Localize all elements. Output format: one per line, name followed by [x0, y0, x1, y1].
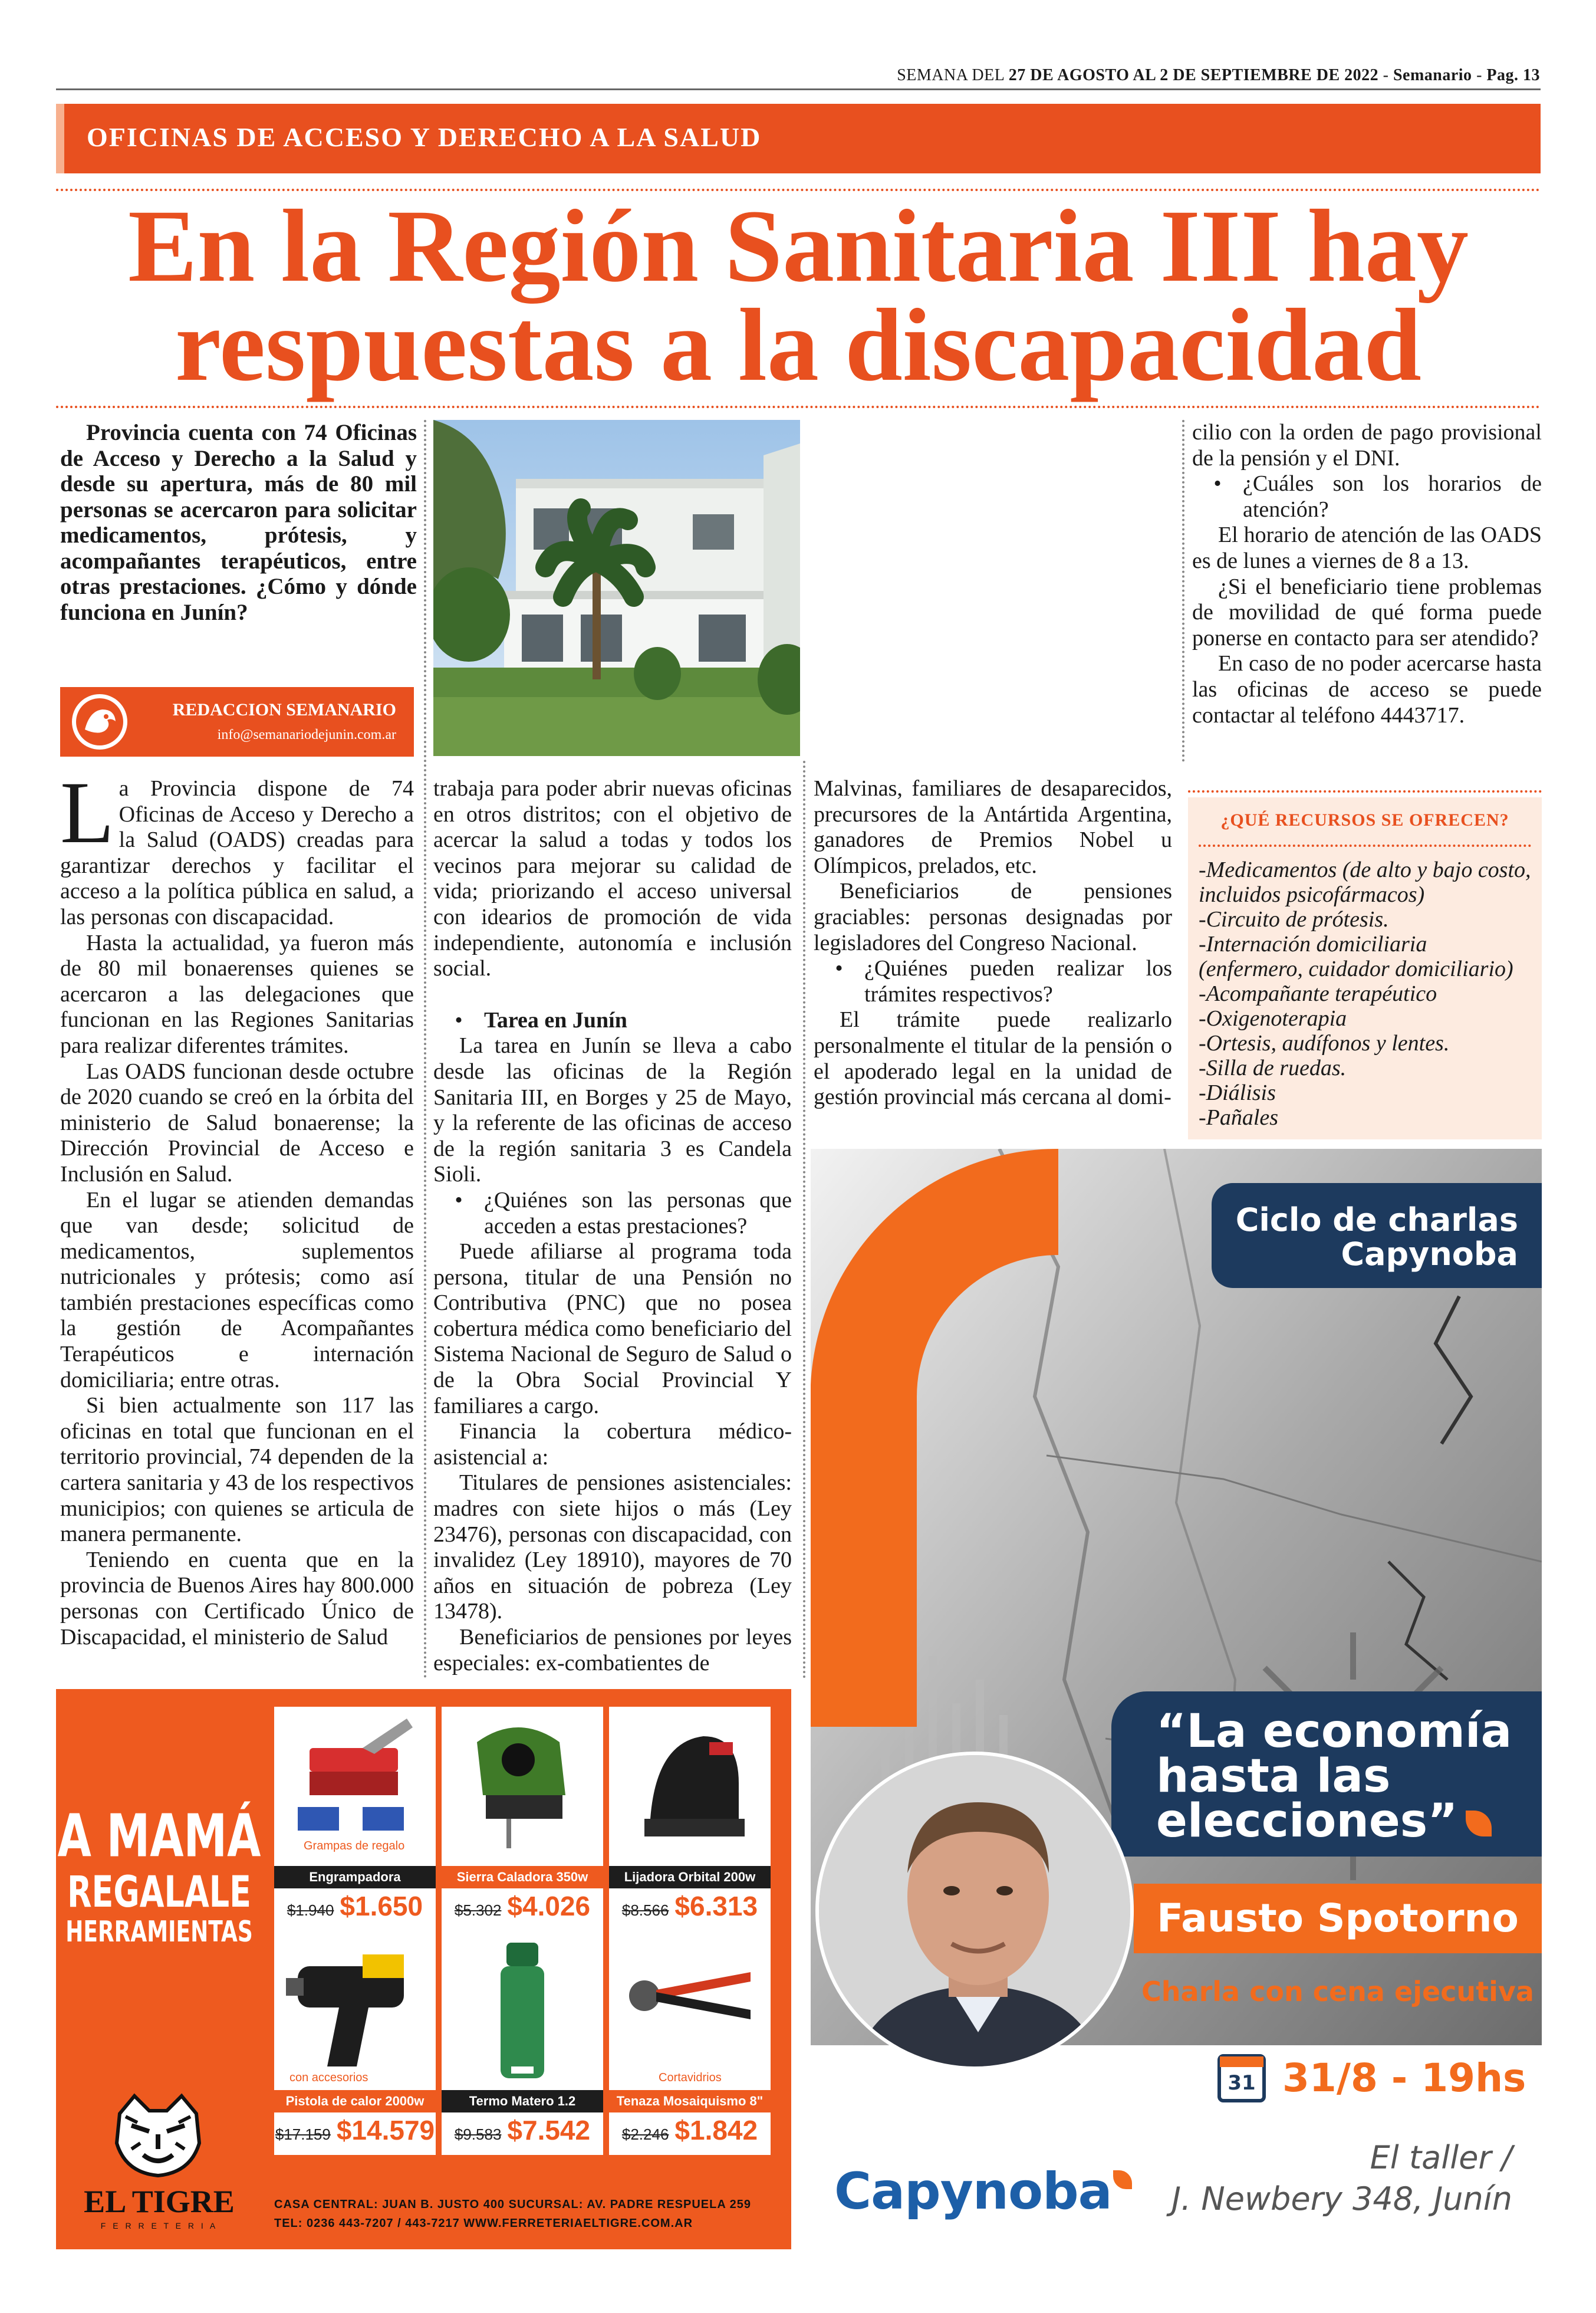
lead-paragraph: Provincia cuenta con 74 Oficinas de Acceso y Derecho a la Salud y desde su apertura, más de 80 mil personas se acercaron para solicitar medicamentos, prótesis, y acompañantes terapéuticos, entre otras prestaciones. ¿Cómo y dónde funciona en Junín?: [60, 420, 417, 625]
product-name: Sierra Caladora 350w: [442, 1866, 603, 1888]
product-card-pistola-calor[interactable]: [274, 1931, 436, 2090]
sidebar-item: -Diálisis: [1199, 1080, 1276, 1105]
product-extra: Grampas de regalo: [304, 1839, 405, 1852]
venue-line-1: El taller /: [1370, 2139, 1512, 2176]
el-tigre-brand: EL TIGRE: [84, 2184, 235, 2219]
speaker-name: Fausto Spotorno: [1157, 1895, 1519, 1941]
quote-line-3-text: elecciones”: [1156, 1795, 1458, 1848]
author-box: [60, 687, 414, 757]
subheading-bullet: • Tarea en Junín: [433, 1008, 792, 1034]
capynoba-ad[interactable]: [811, 1149, 1542, 2252]
sidebar-list: [1199, 857, 1531, 1130]
author-name: REDACCION SEMANARIO: [172, 700, 396, 719]
product-extra: Cortavidrios: [659, 2071, 722, 2084]
sidebar-title: ¿QUÉ RECURSOS SE OFRECEN?: [1220, 810, 1509, 830]
leaf-icon: [1113, 2170, 1132, 2189]
tiger-logo-icon: [108, 2090, 208, 2179]
venue: [1172, 2137, 1512, 2220]
article-paragraph: Teniendo en cuenta que en la provincia de Buenos Aires hay 800.000 personas con Certificado Único de Discapacidad, el ministerio de Salud: [60, 1547, 414, 1650]
article-paragraph: trabaja para poder abrir nuevas oficinas en otros distritos; con el objetivo de acercar la salud a todas y todos los vecinos para mejorar su calidad de vida; priorizando el acceso universal con idearios de promoción de vida independiente, autonomía e inclusión social.: [433, 776, 792, 981]
quote-line-3: [1156, 1795, 1542, 1848]
article-paragraph: Beneficiarios de pensiones graciables: personas designadas por legisladores del Congreso Nacional.: [814, 879, 1172, 955]
resources-sidebar: [1188, 797, 1542, 1139]
sander-illustration: [609, 1707, 771, 1866]
old-price: $5.302: [454, 1901, 502, 1919]
product-price: [609, 1888, 771, 1931]
question-bullet: • ¿Quiénes son las personas que acceden a estas prestaciones?: [455, 1187, 792, 1238]
article-paragraph: Puede afiliarse al programa toda persona, titular de una Pensión no Contributiva (PNC) que no posea cobertura médica como beneficiario del Sistema Nacional de Seguro de Salud o de la Obra Social Provincial Y familiares a cargo.: [433, 1239, 792, 1418]
article-paragraph: Financia la cobertura médico-asistencial a:: [433, 1419, 792, 1470]
article-paragraph: Las OADS funcionan desde octubre de 2020 cuando se creó en la órbita del ministerio de Salud bonaerense; la Dirección Provincial de Acceso e Inclusión en Salud.: [60, 1059, 414, 1187]
question-bullet: • ¿Cuáles son los horarios de atención?: [1213, 471, 1542, 522]
event-type: Charla con cena ejecutiva: [1141, 1976, 1534, 2008]
sidebar-item: -Pañales: [1199, 1105, 1279, 1130]
sidebar-top-rule: [1188, 790, 1542, 793]
event-date-time: 31/8 - 19hs: [1282, 2055, 1526, 2101]
headline-dotted-rule: [56, 406, 1541, 408]
sidebar-item: -Medicamentos (de alto y bajo costo, incluidos psicofármacos): [1199, 857, 1531, 907]
author-email[interactable]: info@semanariodejunin.com.ar: [217, 727, 396, 742]
product-price: [609, 2112, 771, 2155]
store-contact[interactable]: TEL: 0236 443-7207 / 443-7217 WWW.FERRETERIAELTIGRE.COM.AR: [274, 2217, 693, 2230]
article-column-3: [814, 776, 1172, 1110]
article-paragraph: El trámite puede realizarlo personalmente el titular de la pensión o el apoderado legal en la unidad de gestión provincial más cercana al domi-: [814, 1007, 1172, 1110]
sidebar-item: -Ortesis, audífonos y lentes.: [1199, 1031, 1450, 1056]
article-paragraph: En el lugar se atienden demandas que van desde; solicitud de medicamentos, suplementos nutricionales y prótesis; como así también prestaciones específicas como la gestión de Acompañantes Terapéuticos e internación domiciliaria; entre otras.: [60, 1187, 414, 1392]
speaker-banner: [1134, 1884, 1542, 1953]
old-price: $2.246: [621, 2125, 669, 2143]
column-divider: [803, 761, 805, 1679]
heat-gun-illustration: [274, 1931, 436, 2090]
issue-dates: 27 DE AGOSTO AL 2 DE SEPTIEMBRE DE 2022: [1008, 66, 1379, 84]
speaker-photo: [815, 1752, 1134, 2070]
article-paragraph: ¿Si el beneficiario tiene problemas de movilidad de qué forma puede ponerse en contacto para ser atendido?: [1192, 574, 1542, 650]
old-price: $1.940: [287, 1901, 334, 1919]
page-number: Pag. 13: [1486, 66, 1540, 84]
quote-line-1: “La economía: [1156, 1705, 1512, 1758]
jigsaw-illustration: [442, 1707, 603, 1866]
sidebar-item: -Circuito de prótesis.: [1199, 907, 1389, 932]
article-paragraph: Hasta la actualidad, ya fueron más de 80 mil bonaerenses quienes se acercaron a las delegaciones que funcionan en las Regiones Sanitarias para realizar diferentes trámites.: [60, 930, 414, 1058]
section-banner-title: OFICINAS DE ACCESO Y DERECHO A LA SALUD: [87, 122, 762, 152]
sidebar-title-rule: [1199, 845, 1531, 847]
sidebar-item: -Oxigenoterapia: [1199, 1006, 1347, 1031]
product-card-termo[interactable]: [442, 1931, 603, 2090]
product-price: [442, 2112, 603, 2155]
pliers-illustration: [609, 1931, 771, 2090]
product-name: Pistola de calor 2000w: [274, 2090, 436, 2112]
publication-name: Semanario: [1393, 66, 1472, 84]
product-name: Engrampadora: [274, 1866, 436, 1888]
leaf-icon: [1466, 1811, 1492, 1836]
calendar-icon: [1217, 2054, 1266, 2102]
tools-slogan: [56, 1802, 262, 1949]
article-paragraph: En caso de no poder acercarse hasta las oficinas de acceso se puede contactar al teléfono 4443717.: [1192, 651, 1542, 728]
sale-price: $1.650: [340, 1891, 423, 1921]
cycle-title-1: Ciclo de charlas: [1235, 1201, 1518, 1238]
product-card-tenaza[interactable]: [609, 1931, 771, 2090]
sale-price: $4.026: [507, 1891, 591, 1921]
thermos-illustration: [442, 1931, 603, 2090]
article-column-2: [433, 776, 792, 1676]
issue-line-prefix: SEMANA DEL: [897, 66, 1005, 84]
sidebar-item: -Silla de ruedas.: [1199, 1056, 1347, 1080]
store-addresses: CASA CENTRAL: JUAN B. JUSTO 400 SUCURSAL: AV. PADRE RESPUELA 259: [274, 2198, 751, 2211]
building-photo-illustration: [433, 420, 800, 756]
article-paragraph: Beneficiarios de pensiones por leyes especiales: ex-combatientes de: [433, 1625, 792, 1675]
article-paragraph: Titulares de pensiones asistenciales: madres con siete hijos o más (Ley 23476), personas con discapacidad, con invalidez (Ley 18910), mayores de 70 años en situación de pobreza (Ley 13478).: [433, 1470, 792, 1624]
tools-footer: [274, 2195, 781, 2233]
column-divider: [1182, 420, 1184, 762]
section-banner-stripe: [56, 104, 64, 173]
quote-line-2: hasta las: [1156, 1750, 1391, 1803]
article-paragraph: Malvinas, familiares de desaparecidos, precursores de la Antártida Argentina, ganadores de Premios Nobel u Olímpicos, prelados, etc.: [814, 776, 1172, 878]
old-price: $8.566: [621, 1901, 669, 1919]
product-price: [442, 1888, 603, 1931]
author-logo-icon: [72, 694, 127, 750]
dropcap: L: [60, 764, 114, 862]
product-card-lijadora-orbital[interactable]: [609, 1707, 771, 1866]
sidebar-item: -Internación domiciliaria (enfermero, cuidador domiciliario): [1199, 932, 1513, 981]
calendar-day: 31: [1228, 2071, 1256, 2095]
slogan-line-2: REGALALE: [67, 1867, 252, 1917]
article-paragraph: El horario de atención de las OADS es de lunes a viernes de 8 a 13.: [1192, 523, 1542, 573]
slogan-line-3: HERRAMIENTAS: [65, 1916, 253, 1949]
product-price: [274, 1888, 436, 1931]
venue-line-2: J. Newbery 348, Junín: [1172, 2180, 1512, 2217]
quote-box: [1111, 1691, 1542, 1857]
cycle-banner: [1212, 1183, 1542, 1288]
article-column-4: [1192, 420, 1542, 728]
question-text: ¿Quiénes pueden realizar los trámites respectivos?: [864, 956, 1172, 1007]
product-name: Lijadora Orbital 200w: [609, 1866, 771, 1888]
sale-price: $7.542: [507, 2115, 591, 2146]
article-paragraph: La tarea en Junín se lleva a cabo desde las oficinas de la Región Sanitaria III, en Borges y 25 de Mayo, y la referente de las oficinas de acceso de la región sanitaria 3 es Candela Sioli.: [433, 1033, 792, 1187]
product-extra: con accesorios: [289, 2071, 368, 2084]
sale-price: $14.579: [336, 2115, 435, 2146]
headline-line-1: En la Región Sanitaria III hay: [128, 189, 1469, 304]
product-name: Termo Matero 1.2: [442, 2090, 603, 2112]
article-column-1: [60, 764, 414, 1650]
column-divider: [424, 420, 426, 1679]
speaker-portrait-illustration: [819, 1755, 1134, 2070]
sale-price: $6.313: [674, 1891, 758, 1921]
article-paragraph: Si bien actualmente son 117 las oficinas en total que funcionan en el territorio provincial, 74 dependen de la cartera sanitaria y 43 de los respectivos municipios; con quienes se articula de manera permanente.: [60, 1393, 414, 1547]
issue-line: SEMANA DEL 27 DE AGOSTO AL 2 DE SEPTIEMBRE DE 2022 - Semanario - Pag. 13: [897, 66, 1540, 84]
product-card-sierra-caladora[interactable]: [442, 1707, 603, 1866]
slogan-line-1: A MAMÁ: [57, 1802, 261, 1871]
product-name: Tenaza Mosaiquismo 8": [609, 2090, 771, 2112]
product-price: [274, 2112, 436, 2155]
old-price: $17.159: [275, 2125, 331, 2143]
el-tigre-brand-sub: F E R R E T E R I A: [100, 2221, 218, 2230]
question-text: ¿Quiénes son las personas que acceden a estas prestaciones?: [484, 1187, 792, 1238]
cycle-title-2: Capynoba: [1341, 1236, 1518, 1273]
article-paragraph: cilio con la orden de pago provisional de la pensión y el DNI.: [1192, 420, 1542, 471]
section-banner: [56, 104, 1541, 173]
capynoba-logo: [834, 2162, 1132, 2221]
old-price: $9.583: [454, 2125, 502, 2143]
question-bullet: • ¿Quiénes pueden realizar los trámites respectivos?: [835, 956, 1172, 1007]
el-tigre-ad[interactable]: [56, 1689, 791, 2249]
headline: [56, 189, 1541, 403]
capynoba-logo-text: Capynoba: [834, 2162, 1112, 2221]
building-photo: [433, 420, 800, 756]
headline-line-2: respuestas a la discapacidad: [175, 288, 1421, 403]
article-paragraph: a Provincia dispone de 74 Oficinas de Acceso y Derecho a la Salud (OADS) creadas para garantizar derechos y facilitar el acceso a la política pública en salud, a las personas con discapacidad.: [60, 776, 414, 929]
sale-price: $1.842: [674, 2115, 758, 2146]
header-rule: [56, 88, 1541, 90]
subheading-tarea-junin: Tarea en Junín: [484, 1007, 627, 1033]
question-text: ¿Cuáles son los horarios de atención?: [1243, 471, 1542, 522]
sidebar-item: -Acompañante terapéutico: [1199, 981, 1437, 1006]
